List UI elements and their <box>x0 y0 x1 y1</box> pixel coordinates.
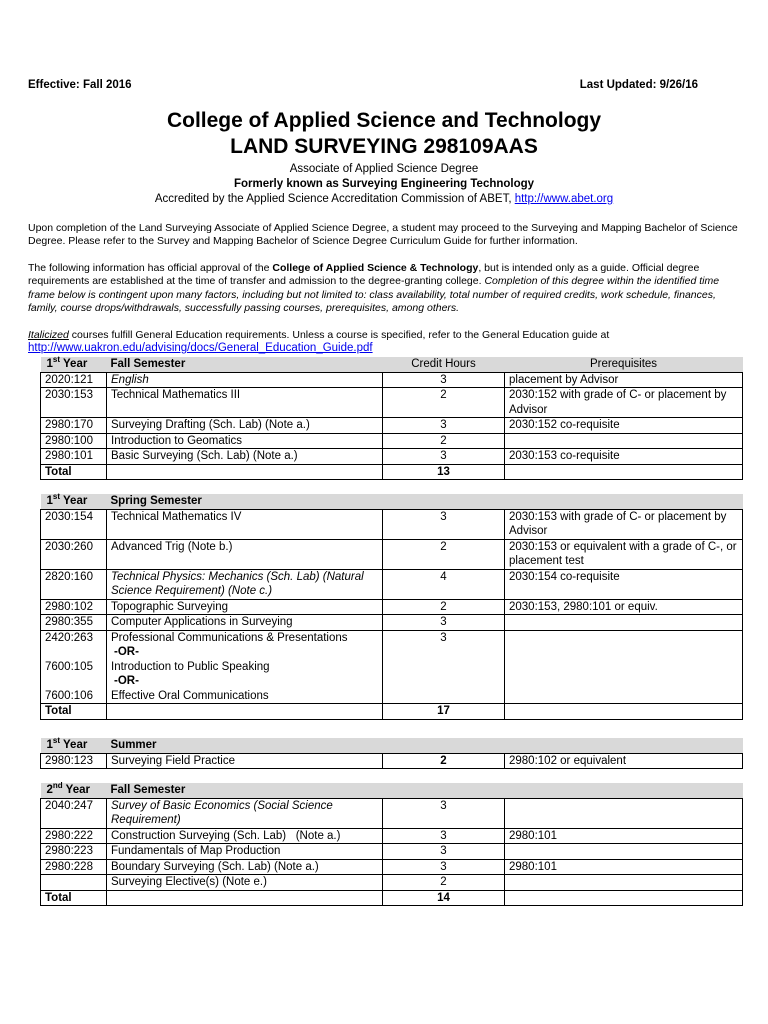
total-credits: 13 <box>383 464 505 480</box>
total-label: Total <box>41 464 107 480</box>
year-label: 2nd Year <box>41 783 107 798</box>
course-code: 2980:222 <box>41 828 107 844</box>
gen-ed-note <box>28 329 740 342</box>
course-title: Surveying Drafting (Sch. Lab) (Note a.) <box>107 418 383 434</box>
table-row <box>41 630 743 704</box>
total-row <box>41 890 743 906</box>
table-row <box>41 388 743 418</box>
program-title: LAND SURVEYING 298109AAS <box>230 135 538 158</box>
total-empty <box>505 464 743 480</box>
semester-label: Spring Semester <box>107 494 383 509</box>
header-blank <box>383 783 505 798</box>
table-row <box>41 844 743 860</box>
header-blank <box>383 494 505 509</box>
approval-text-c: , but is intended only as a guide. Official degree requirements are established at the time of transfer and admission to the degree-granting college. <box>28 262 700 288</box>
table-row <box>41 798 743 828</box>
course-code: 2030:260 <box>41 539 107 569</box>
table-row <box>41 615 743 631</box>
term-header-row <box>41 738 743 753</box>
course-title: Technical Physics: Mechanics (Sch. Lab) (Natural Science Requirement) (Note c.) <box>107 569 383 599</box>
course-credits: 4 <box>383 569 505 599</box>
semester-label: Fall Semester <box>107 783 383 798</box>
table-row <box>41 753 743 769</box>
total-empty <box>505 704 743 720</box>
course-code: 2980:102 <box>41 599 107 615</box>
abet-link[interactable]: http://www.abet.org <box>514 193 614 205</box>
table-row <box>41 828 743 844</box>
table-row <box>41 509 743 539</box>
course-prereq: 2030:153 with grade of C- or placement by Advisor <box>505 509 743 539</box>
course-title: Topographic Surveying <box>107 599 383 615</box>
course-prereq: 2030:154 co-requisite <box>505 569 743 599</box>
approval-text-a: The following information has official approval of the <box>28 262 273 274</box>
term-table-year1-spring <box>40 494 743 720</box>
course-credits: 3 <box>383 372 505 388</box>
course-code: 2030:153 <box>41 388 107 418</box>
title-block <box>0 108 768 207</box>
approval-college-name: College of Applied Science & Technology <box>272 262 479 274</box>
course-title-group: Professional Communications & Presentations -OR- Introduction to Public Speaking -OR- Effective Oral Communications <box>107 630 383 704</box>
total-credits: 17 <box>383 704 505 720</box>
course-title: Surveying Field Practice <box>107 753 383 769</box>
term-table-year1-summer <box>40 738 743 769</box>
term-header-row <box>41 783 743 798</box>
last-updated-date: Last Updated: 9/26/16 <box>579 79 698 91</box>
course-code: 2040:247 <box>41 798 107 828</box>
course-prereq: placement by Advisor <box>505 372 743 388</box>
course-code: 2820:160 <box>41 569 107 599</box>
credit-hours-header: Credit Hours <box>383 357 505 372</box>
course-title: Fundamentals of Map Production <box>107 844 383 860</box>
course-prereq <box>505 615 743 631</box>
total-empty <box>107 890 383 906</box>
header-blank <box>383 738 505 753</box>
total-empty <box>107 704 383 720</box>
course-prereq: 2030:152 co-requisite <box>505 418 743 434</box>
header-blank <box>505 738 743 753</box>
total-row <box>41 464 743 480</box>
italicized-word: Italicized <box>28 329 69 341</box>
course-code-group: 2420:263 7600:105 7600:106 <box>41 630 107 704</box>
course-prereq <box>505 875 743 891</box>
course-code: 2980:123 <box>41 753 107 769</box>
course-prereq <box>505 844 743 860</box>
course-title: Basic Surveying (Sch. Lab) (Note a.) <box>107 449 383 465</box>
course-code: 2980:170 <box>41 418 107 434</box>
course-prereq <box>505 798 743 828</box>
course-code: 2980:223 <box>41 844 107 860</box>
intro-paragraph: Upon completion of the Land Surveying Associate of Applied Science Degree, a student may proceed to the Surveying and Mapping Bachelor of Science Degree. Please refer to the Survey and Mapping Bachelor of Science Degree Curriculum Guide for further information. <box>28 222 738 248</box>
course-prereq: 2030:152 with grade of C- or placement by Advisor <box>505 388 743 418</box>
college-title: College of Applied Science and Technology <box>166 109 602 132</box>
header-blank <box>505 494 743 509</box>
table-row <box>41 449 743 465</box>
term-header-row <box>41 494 743 509</box>
year-label: 1st Year <box>41 357 107 372</box>
course-credits: 2 <box>383 433 505 449</box>
course-code: 2980:101 <box>41 449 107 465</box>
course-credits: 3 <box>383 509 505 539</box>
course-credits: 2 <box>383 599 505 615</box>
course-title: Technical Mathematics IV <box>107 509 383 539</box>
table-row <box>41 539 743 569</box>
course-prereq: 2980:101 <box>505 859 743 875</box>
gen-ed-note-text: courses fulfill General Education requirements. Unless a course is specified, refer to the General Education guide at <box>68 329 610 341</box>
course-credits: 3 <box>383 828 505 844</box>
gen-ed-guide-link[interactable]: http://www.uakron.edu/advising/docs/General_Education_Guide.pdf <box>28 342 373 354</box>
course-title: English <box>107 372 383 388</box>
course-prereq: 2030:153, 2980:101 or equiv. <box>505 599 743 615</box>
term-table-year2-fall <box>40 783 743 906</box>
effective-date: Effective: Fall 2016 <box>28 79 132 91</box>
course-code: 2030:154 <box>41 509 107 539</box>
course-prereq: 2980:101 <box>505 828 743 844</box>
table-row <box>41 599 743 615</box>
table-row <box>41 875 743 891</box>
course-title: Computer Applications in Surveying <box>107 615 383 631</box>
course-prereq: 2030:153 or equivalent with a grade of C-, or placement test <box>505 539 743 569</box>
term-table-year1-fall <box>40 357 743 480</box>
course-title: Introduction to Geomatics <box>107 433 383 449</box>
course-credits: 3 <box>383 449 505 465</box>
table-row <box>41 418 743 434</box>
course-credits: 2 <box>383 875 505 891</box>
table-row <box>41 433 743 449</box>
course-credits: 3 <box>383 615 505 631</box>
semester-label: Fall Semester <box>107 357 383 372</box>
year-label: 1st Year <box>41 494 107 509</box>
course-code: 2980:228 <box>41 859 107 875</box>
course-credits: 3 <box>383 798 505 828</box>
course-prereq <box>505 630 743 704</box>
total-label: Total <box>41 704 107 720</box>
course-credits: 2 <box>383 388 505 418</box>
total-empty <box>107 464 383 480</box>
course-code: 2980:355 <box>41 615 107 631</box>
degree-name: Associate of Applied Science Degree <box>289 163 479 175</box>
total-row <box>41 704 743 720</box>
course-code <box>41 875 107 891</box>
header-line <box>28 79 698 95</box>
course-code: 2980:100 <box>41 433 107 449</box>
table-row <box>41 372 743 388</box>
course-title: Technical Mathematics III <box>107 388 383 418</box>
total-credits: 14 <box>383 890 505 906</box>
course-credits: 3 <box>383 630 505 704</box>
course-prereq <box>505 433 743 449</box>
course-title: Construction Surveying (Sch. Lab) (Note a.) <box>107 828 383 844</box>
approval-disclaimer: Completion of this degree within the identified time frame below is contingent upon many factors, including but not limited to: class availability, total number of required credits, work schedule, finances, family, course drops/withdrawals, successfully passing courses, prerequisites, among others. <box>28 275 720 315</box>
total-empty <box>505 890 743 906</box>
accreditation-line <box>0 192 768 207</box>
course-credits: 2 <box>383 539 505 569</box>
total-label: Total <box>41 890 107 906</box>
table-row <box>41 859 743 875</box>
course-title: Surveying Elective(s) (Note e.) <box>107 875 383 891</box>
course-prereq: 2980:102 or equivalent <box>505 753 743 769</box>
course-credits: 2 <box>383 753 505 769</box>
course-title: Survey of Basic Economics (Social Science Requirement) <box>107 798 383 828</box>
header-blank <box>505 783 743 798</box>
course-credits: 3 <box>383 844 505 860</box>
approval-paragraph <box>28 262 740 316</box>
course-title: Advanced Trig (Note b.) <box>107 539 383 569</box>
course-credits: 3 <box>383 859 505 875</box>
table-row <box>41 569 743 599</box>
course-code: 2020:121 <box>41 372 107 388</box>
formerly-known-as: Formerly known as Surveying Engineering Technology <box>233 178 535 190</box>
semester-label: Summer <box>107 738 383 753</box>
course-title: Boundary Surveying (Sch. Lab) (Note a.) <box>107 859 383 875</box>
term-header-row <box>41 357 743 372</box>
course-credits: 3 <box>383 418 505 434</box>
course-prereq: 2030:153 co-requisite <box>505 449 743 465</box>
accreditation-text: Accredited by the Applied Science Accreditation Commission of ABET, <box>154 193 515 205</box>
year-label: 1st Year <box>41 738 107 753</box>
prerequisites-header: Prerequisites <box>505 357 743 372</box>
